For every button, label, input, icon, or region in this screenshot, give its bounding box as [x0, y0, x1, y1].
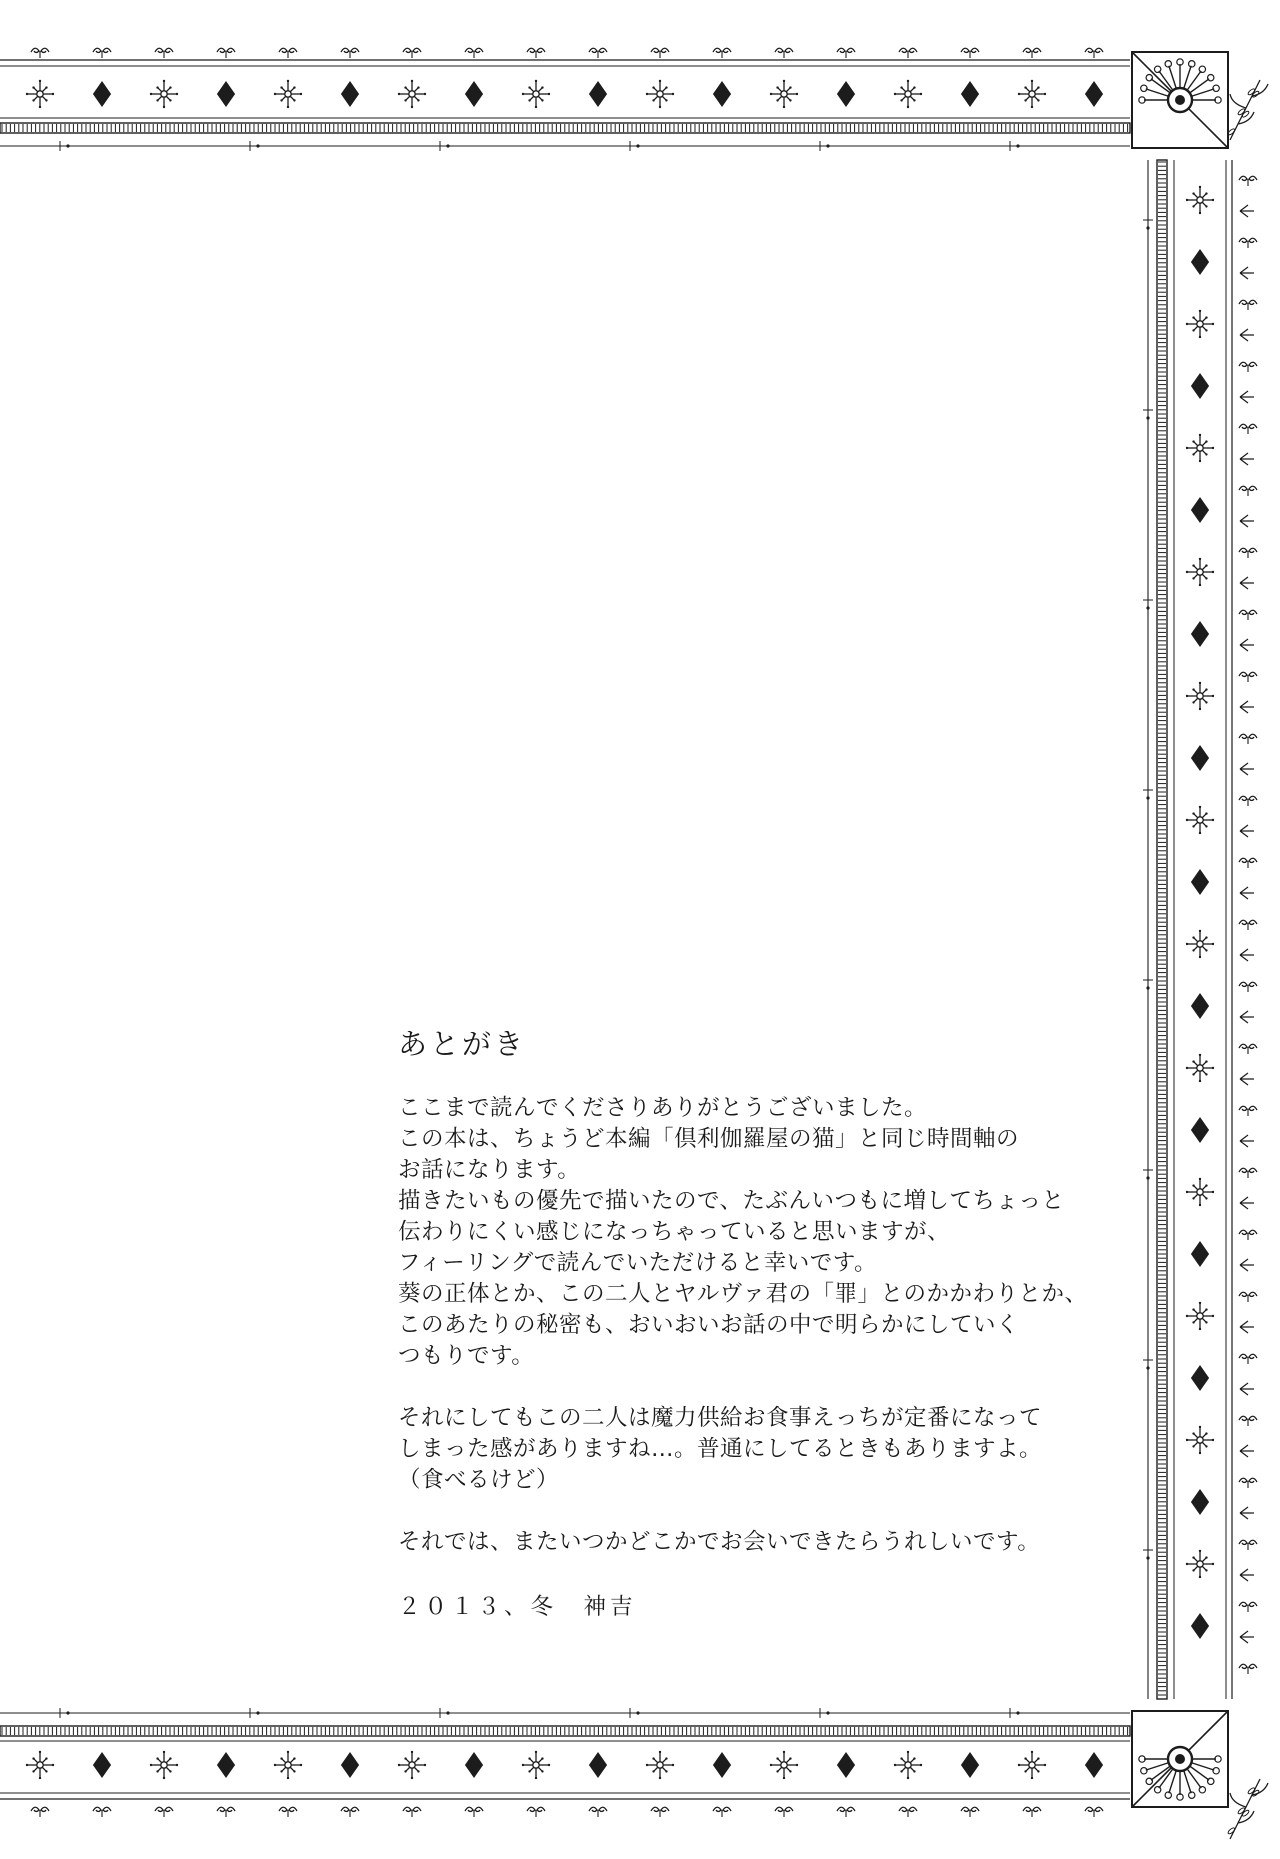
swirl-ornament-icon — [1239, 362, 1257, 372]
swirl-ornament-icon — [1239, 1168, 1257, 1178]
arrow-tick-icon — [1240, 267, 1254, 279]
text-line: しまった感がありますね…。普通にしてるときもありますよ。 — [398, 1436, 1043, 1462]
swirl-ornament-icon — [341, 1807, 359, 1817]
swirl-ornament-icon — [651, 48, 669, 58]
arrow-tick-icon — [1240, 1383, 1254, 1395]
swirl-ornament-icon — [1239, 672, 1257, 682]
swirl-ornament-icon — [1239, 1478, 1257, 1488]
swirl-ornament-icon — [341, 48, 359, 58]
diamond-ornament-icon — [93, 81, 111, 107]
swirl-ornament-icon — [155, 48, 173, 58]
signature: ２０１３、冬 神吉 — [398, 1594, 637, 1620]
arrow-tick-icon — [1240, 1135, 1254, 1147]
swirl-ornament-icon — [651, 1807, 669, 1817]
swirl-ornament-icon — [1239, 610, 1257, 620]
swirl-ornament-icon — [1239, 858, 1257, 868]
star-ornament-icon — [1186, 930, 1214, 958]
arrow-tick-icon — [1240, 1445, 1254, 1457]
diamond-ornament-icon — [1191, 621, 1209, 647]
swirl-ornament-icon — [1085, 48, 1103, 58]
star-ornament-icon — [398, 80, 426, 108]
diamond-ornament-icon — [589, 1752, 607, 1778]
swirl-ornament-icon — [217, 1807, 235, 1817]
star-ornament-icon — [1018, 80, 1046, 108]
ruled-band — [1157, 160, 1167, 1699]
swirl-ornament-icon — [1239, 1664, 1257, 1674]
diamond-ornament-icon — [1191, 1241, 1209, 1267]
diamond-ornament-icon — [1191, 1489, 1209, 1515]
top-border — [0, 48, 1130, 151]
arrow-tick-icon — [1240, 701, 1254, 713]
diamond-ornament-icon — [961, 1752, 979, 1778]
swirl-ornament-icon — [1239, 920, 1257, 930]
diamond-ornament-icon — [589, 81, 607, 107]
arrow-tick-icon — [1240, 949, 1254, 961]
star-ornament-icon — [1186, 806, 1214, 834]
arrow-tick-icon — [1240, 1197, 1254, 1209]
arrow-tick-icon — [1240, 1011, 1254, 1023]
star-ornament-icon — [1186, 310, 1214, 338]
paragraph-3 — [398, 1527, 1098, 1558]
swirl-ornament-icon — [155, 1807, 173, 1817]
swirl-ornament-icon — [899, 48, 917, 58]
text-line: （食べるけど） — [398, 1467, 560, 1493]
swirl-ornament-icon — [961, 1807, 979, 1817]
arrow-tick-icon — [1240, 205, 1254, 217]
star-ornament-icon — [1186, 186, 1214, 214]
swirl-ornament-icon — [1239, 1602, 1257, 1612]
swirl-ornament-icon — [465, 1807, 483, 1817]
star-ornament-icon — [1186, 434, 1214, 462]
star-ornament-icon — [1186, 558, 1214, 586]
text-line: このあたりの秘密も、おいおいお話の中で明らかにしていく — [398, 1312, 1020, 1338]
diamond-ornament-icon — [837, 81, 855, 107]
swirl-ornament-icon — [1023, 48, 1041, 58]
swirl-ornament-icon — [1239, 1292, 1257, 1302]
paragraph-2 — [398, 1403, 1098, 1496]
afterword-text-block — [398, 1022, 1098, 1621]
swirl-ornament-icon — [1239, 1540, 1257, 1550]
swirl-ornament-icon — [1239, 176, 1257, 186]
diamond-ornament-icon — [341, 1752, 359, 1778]
ruled-band — [0, 123, 1130, 133]
diamond-ornament-icon — [1191, 497, 1209, 523]
diamond-ornament-icon — [465, 1752, 483, 1778]
star-ornament-icon — [522, 80, 550, 108]
star-ornament-icon — [646, 1751, 674, 1779]
arrow-tick-icon — [1240, 1507, 1254, 1519]
swirl-ornament-icon — [775, 48, 793, 58]
star-ornament-icon — [26, 80, 54, 108]
star-ornament-icon — [1186, 1302, 1214, 1330]
corner-fan-ornament-icon — [1132, 1711, 1228, 1807]
arrow-tick-icon — [1240, 1569, 1254, 1581]
corner-fan-ornament-icon — [1132, 52, 1228, 148]
text-line: ここまで読んでくださりありがとうございました。 — [398, 1095, 928, 1121]
arrow-tick-icon — [1240, 1321, 1254, 1333]
swirl-ornament-icon — [93, 1807, 111, 1817]
swirl-ornament-icon — [217, 48, 235, 58]
swirl-ornament-icon — [31, 48, 49, 58]
star-ornament-icon — [398, 1751, 426, 1779]
star-ornament-icon — [770, 80, 798, 108]
text-line: お話になります。 — [398, 1157, 581, 1183]
swirl-ornament-icon — [1239, 1230, 1257, 1240]
swirl-ornament-icon — [1239, 238, 1257, 248]
star-ornament-icon — [1186, 1426, 1214, 1454]
swirl-ornament-icon — [1239, 734, 1257, 744]
star-ornament-icon — [1186, 1178, 1214, 1206]
diamond-ornament-icon — [465, 81, 483, 107]
star-ornament-icon — [646, 80, 674, 108]
diamond-ornament-icon — [1191, 1365, 1209, 1391]
paragraph-1 — [398, 1093, 1098, 1372]
diamond-ornament-icon — [1085, 1752, 1103, 1778]
text-line: 伝わりにくい感じになっちゃっていると思いますが、 — [398, 1219, 951, 1245]
text-line: それにしてもこの二人は魔力供給お食事えっちが定番になって — [398, 1405, 1043, 1431]
star-ornament-icon — [770, 1751, 798, 1779]
star-ornament-icon — [274, 1751, 302, 1779]
swirl-ornament-icon — [1239, 548, 1257, 558]
diamond-ornament-icon — [713, 1752, 731, 1778]
swirl-ornament-icon — [1239, 1044, 1257, 1054]
star-ornament-icon — [894, 1751, 922, 1779]
star-ornament-icon — [150, 1751, 178, 1779]
swirl-ornament-icon — [279, 48, 297, 58]
arrow-tick-icon — [1240, 1259, 1254, 1271]
swirl-ornament-icon — [713, 1807, 731, 1817]
swirl-ornament-icon — [589, 1807, 607, 1817]
swirl-ornament-icon — [1239, 300, 1257, 310]
swirl-ornament-icon — [1239, 796, 1257, 806]
swirl-ornament-icon — [899, 1807, 917, 1817]
swirl-ornament-icon — [1085, 1807, 1103, 1817]
swirl-ornament-icon — [1239, 424, 1257, 434]
diamond-ornament-icon — [1191, 745, 1209, 771]
swirl-ornament-icon — [527, 48, 545, 58]
arrow-tick-icon — [1240, 825, 1254, 837]
swirl-ornament-icon — [403, 1807, 421, 1817]
diamond-ornament-icon — [1191, 993, 1209, 1019]
arrow-tick-icon — [1240, 639, 1254, 651]
star-ornament-icon — [1186, 1550, 1214, 1578]
diamond-ornament-icon — [1191, 1613, 1209, 1639]
diamond-ornament-icon — [1191, 373, 1209, 399]
arrow-tick-icon — [1240, 515, 1254, 527]
swirl-ornament-icon — [837, 1807, 855, 1817]
swirl-ornament-icon — [589, 48, 607, 58]
text-line: フィーリングで読んでいただけると幸いです。 — [398, 1250, 877, 1276]
star-ornament-icon — [522, 1751, 550, 1779]
arrow-tick-icon — [1240, 329, 1254, 341]
diamond-ornament-icon — [1191, 869, 1209, 895]
text-line: 描きたいもの優先で描いたので、たぶんいつもに増してちょっと — [398, 1188, 1065, 1214]
swirl-ornament-icon — [837, 48, 855, 58]
arrow-tick-icon — [1240, 1073, 1254, 1085]
swirl-ornament-icon — [1239, 982, 1257, 992]
swirl-ornament-icon — [1239, 486, 1257, 496]
diamond-ornament-icon — [837, 1752, 855, 1778]
arrow-tick-icon — [1240, 391, 1254, 403]
swirl-ornament-icon — [31, 1807, 49, 1817]
diamond-ornament-icon — [217, 81, 235, 107]
star-ornament-icon — [1018, 1751, 1046, 1779]
star-ornament-icon — [26, 1751, 54, 1779]
swirl-ornament-icon — [1239, 1354, 1257, 1364]
swirl-ornament-icon — [1239, 1416, 1257, 1426]
swirl-ornament-icon — [1023, 1807, 1041, 1817]
swirl-ornament-icon — [527, 1807, 545, 1817]
thin-rule — [0, 1708, 1130, 1718]
swirl-ornament-icon — [713, 48, 731, 58]
right-border — [1143, 160, 1257, 1699]
arrow-tick-icon — [1240, 887, 1254, 899]
diamond-ornament-icon — [713, 81, 731, 107]
swirl-ornament-icon — [775, 1807, 793, 1817]
diamond-ornament-icon — [341, 81, 359, 107]
diamond-ornament-icon — [1085, 81, 1103, 107]
arrow-tick-icon — [1240, 453, 1254, 465]
arrow-tick-icon — [1240, 763, 1254, 775]
arrow-tick-icon — [1240, 1631, 1254, 1643]
star-ornament-icon — [1186, 682, 1214, 710]
star-ornament-icon — [894, 80, 922, 108]
arrow-tick-icon — [1240, 577, 1254, 589]
thin-rule — [1143, 160, 1153, 1699]
text-line: つもりです。 — [398, 1343, 535, 1369]
ruled-band — [0, 1726, 1130, 1736]
swirl-ornament-icon — [1239, 1106, 1257, 1116]
text-line: 葵の正体とか、この二人とヤルヴァ君の「罪」とのかかわりとか、 — [398, 1281, 1088, 1307]
branch-ornament-icon — [1227, 80, 1268, 140]
bottom-border — [0, 1708, 1130, 1817]
swirl-ornament-icon — [465, 48, 483, 58]
swirl-ornament-icon — [403, 48, 421, 58]
star-ornament-icon — [274, 80, 302, 108]
star-ornament-icon — [150, 80, 178, 108]
diamond-ornament-icon — [93, 1752, 111, 1778]
branch-ornament-icon — [1227, 1779, 1268, 1839]
diamond-ornament-icon — [1191, 249, 1209, 275]
swirl-ornament-icon — [961, 48, 979, 58]
swirl-ornament-icon — [279, 1807, 297, 1817]
diamond-ornament-icon — [1191, 1117, 1209, 1143]
text-line: この本は、ちょうど本編「倶利伽羅屋の猫」と同じ時間軸の — [398, 1126, 1020, 1152]
star-ornament-icon — [1186, 1054, 1214, 1082]
text-line: それでは、またいつかどこかでお会いできたらうれしいです。 — [398, 1529, 1041, 1555]
diamond-ornament-icon — [961, 81, 979, 107]
afterword-title: あとがき — [398, 1027, 527, 1061]
diamond-ornament-icon — [217, 1752, 235, 1778]
thin-rule — [0, 141, 1130, 151]
swirl-ornament-icon — [93, 48, 111, 58]
